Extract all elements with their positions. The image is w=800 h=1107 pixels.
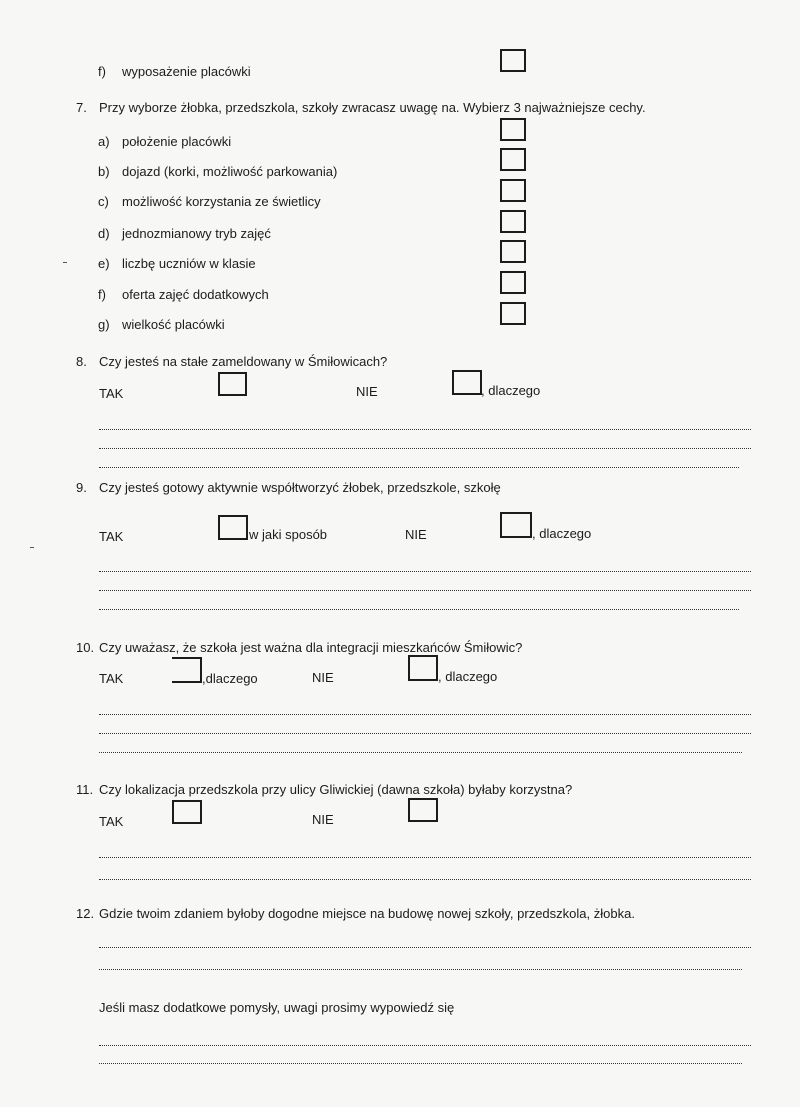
q7-option-f-letter: f) [98, 287, 106, 302]
q10-answer-line-3[interactable] [99, 752, 742, 753]
q9-answer-line-2[interactable] [99, 590, 751, 591]
q8-answer-line-3[interactable] [99, 467, 739, 468]
q11-question: Czy lokalizacja przedszkola przy ulicy Gliwickiej (dawna szkoła) byłaby korzystna? [99, 782, 573, 797]
q6-option-f-checkbox[interactable] [500, 49, 526, 72]
q12-answer-line-2[interactable] [99, 969, 742, 970]
q10-number: 10. [76, 640, 95, 655]
q10-no-label: NIE [312, 670, 334, 685]
scan-speck [30, 547, 34, 548]
q10-answer-line-1[interactable] [99, 714, 751, 715]
q10-yes-label: TAK [99, 671, 124, 686]
q6-option-f-letter: f) [98, 64, 106, 79]
q9-no-reason-label: , dlaczego [532, 526, 592, 541]
q8-answer-line-2[interactable] [99, 448, 751, 449]
q10-answer-line-2[interactable] [99, 733, 751, 734]
q7-option-d-text: jednozmianowy tryb zajęć [122, 226, 271, 241]
q10-yes-reason-label: ,dlaczego [202, 671, 258, 686]
q7-option-a-checkbox[interactable] [500, 118, 526, 141]
q8-no-label: NIE [356, 384, 378, 399]
q7-option-g-checkbox[interactable] [500, 302, 526, 325]
extra-comments-prompt: Jeśli masz dodatkowe pomysły, uwagi prosimy wypowiedź się [99, 1000, 455, 1015]
q7-option-b-letter: b) [98, 164, 110, 179]
q7-option-g-text: wielkość placówki [122, 317, 225, 332]
q8-no-checkbox[interactable] [452, 370, 482, 395]
q7-option-f-checkbox[interactable] [500, 271, 526, 294]
q7-option-c-letter: c) [98, 194, 109, 209]
q9-no-checkbox[interactable] [500, 512, 532, 538]
q7-option-g-letter: g) [98, 317, 110, 332]
extra-comments-line-1[interactable] [99, 1045, 751, 1046]
q11-answer-line-1[interactable] [99, 857, 751, 858]
q10-no-checkbox[interactable] [408, 655, 438, 681]
q9-number: 9. [76, 480, 87, 495]
q7-option-a-text: położenie placówki [122, 134, 232, 149]
q9-yes-label: TAK [99, 529, 124, 544]
q9-yes-how-label: w jaki sposób [249, 527, 328, 542]
q10-question: Czy uważasz, że szkoła jest ważna dla integracji mieszkańców Śmiłowic? [99, 640, 523, 655]
q8-number: 8. [76, 354, 87, 369]
q9-answer-line-1[interactable] [99, 571, 751, 572]
q8-answer-line-1[interactable] [99, 429, 751, 430]
q6-option-f-text: wyposażenie placówki [122, 64, 251, 79]
q11-yes-label: TAK [99, 814, 124, 829]
q7-option-e-checkbox[interactable] [500, 240, 526, 263]
q11-no-label: NIE [312, 812, 334, 827]
q8-question: Czy jesteś na stałe zameldowany w Śmiłowicach? [99, 354, 388, 369]
q7-option-d-letter: d) [98, 226, 110, 241]
q9-yes-checkbox[interactable] [218, 515, 248, 540]
q9-no-label: NIE [405, 527, 427, 542]
extra-comments-line-2[interactable] [99, 1063, 742, 1064]
q12-question: Gdzie twoim zdaniem byłoby dogodne miejsce na budowę nowej szkoły, przedszkola, żłobka. [99, 906, 635, 921]
q10-no-reason-label: , dlaczego [438, 669, 498, 684]
q11-no-checkbox[interactable] [408, 798, 438, 822]
q7-option-c-text: możliwość korzystania ze świetlicy [122, 194, 321, 209]
q7-option-b-checkbox[interactable] [500, 148, 526, 171]
q7-option-f-text: oferta zajęć dodatkowych [122, 287, 269, 302]
q7-option-d-checkbox[interactable] [500, 210, 526, 233]
q7-option-e-letter: e) [98, 256, 110, 271]
q8-no-reason-label: , dlaczego [481, 383, 541, 398]
q7-question: Przy wyborze żłobka, przedszkola, szkoły zwracasz uwagę na. Wybierz 3 najważniejsze cechy. [99, 100, 646, 115]
q7-option-b-text: dojazd (korki, możliwość parkowania) [122, 164, 338, 179]
q10-yes-checkbox[interactable] [172, 657, 202, 683]
q12-number: 12. [76, 906, 95, 921]
q11-answer-line-2[interactable] [99, 879, 751, 880]
q9-question: Czy jesteś gotowy aktywnie współtworzyć żłobek, przedszkole, szkołę [99, 480, 501, 495]
scan-speck [63, 262, 67, 263]
q9-answer-line-3[interactable] [99, 609, 739, 610]
q7-option-a-letter: a) [98, 134, 110, 149]
q11-yes-checkbox[interactable] [172, 800, 202, 824]
q11-number: 11. [76, 782, 94, 797]
q7-number: 7. [76, 100, 87, 115]
q12-answer-line-1[interactable] [99, 947, 751, 948]
q7-option-e-text: liczbę uczniów w klasie [122, 256, 256, 271]
q8-yes-label: TAK [99, 386, 124, 401]
q7-option-c-checkbox[interactable] [500, 179, 526, 202]
q8-yes-checkbox[interactable] [218, 372, 247, 396]
